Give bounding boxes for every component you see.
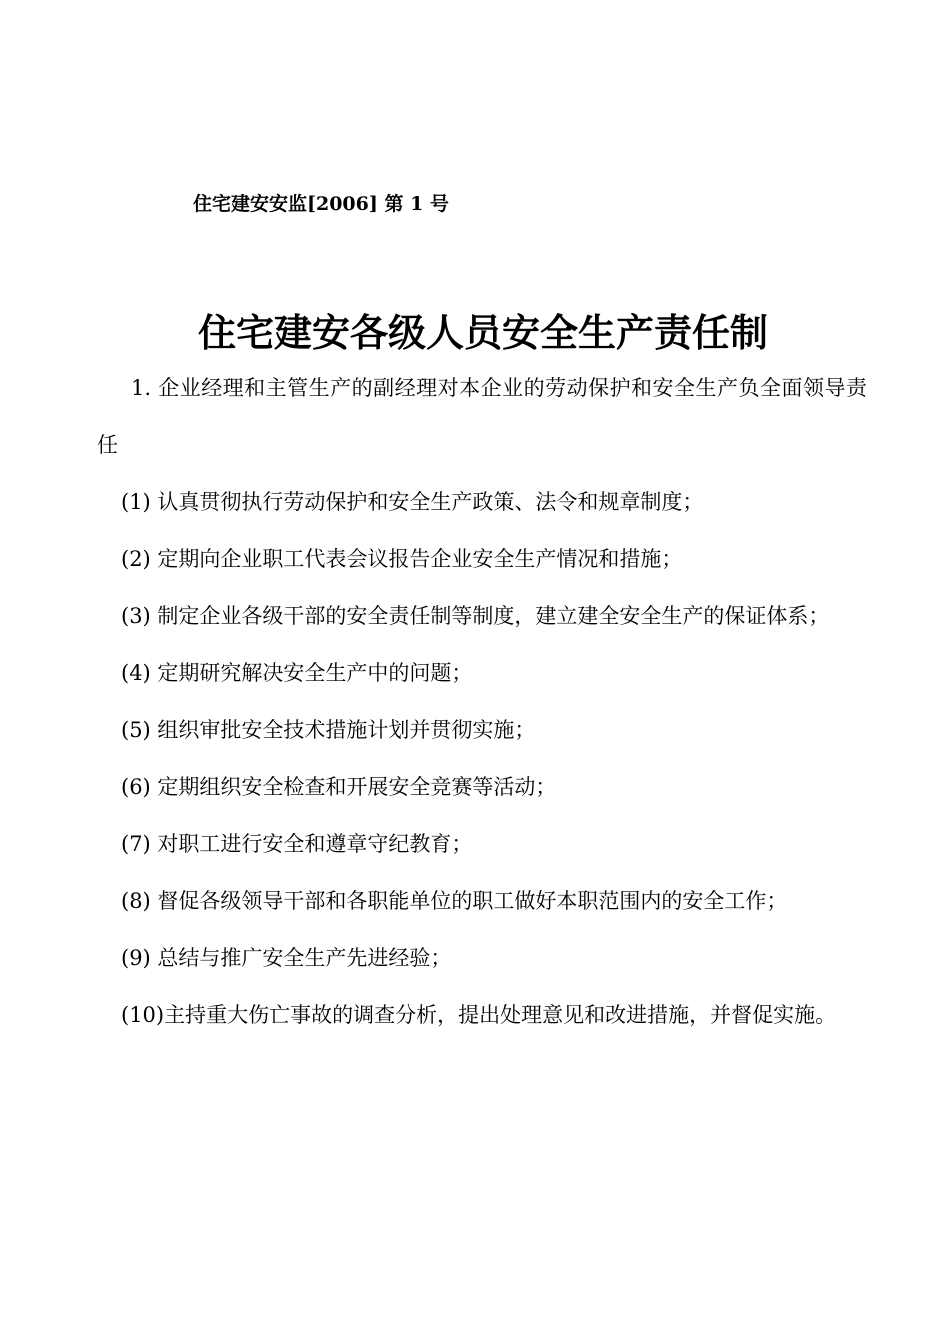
list-item-10: (10)主持重大伤亡事故的调查分析，提出处理意见和改进措施，并督促实施。 <box>121 1003 837 1027</box>
list-item-9: (9) 总结与推广安全生产先进经验； <box>121 946 452 970</box>
list-item-4: (4) 定期研究解决安全生产中的问题； <box>121 661 473 685</box>
list-item-2: (2) 定期向企业职工代表会议报告企业安全生产情况和措施； <box>121 547 683 571</box>
intro-paragraph: 1. 企业经理和主管生产的副经理对本企业的劳动保护和安全生产负全面领导责任 <box>97 376 867 457</box>
document-body <box>97 360 867 1044</box>
list-item-6: (6) 定期组织安全检查和开展安全竞赛等活动； <box>121 775 557 799</box>
list-item-1: (1) 认真贯彻执行劳动保护和安全生产政策、法令和规章制度； <box>121 490 704 514</box>
list-item-7: (7) 对职工进行安全和遵章守纪教育； <box>121 832 473 856</box>
document-number: 住宅建安安监[2006] 第 1 号 <box>193 193 449 215</box>
document-title: 住宅建安各级人员安全生产责任制 <box>197 311 768 355</box>
list-item-3: (3) 制定企业各级干部的安全责任制等制度，建立建全安全生产的保证体系； <box>121 604 830 628</box>
list-item-5: (5) 组织审批安全技术措施计划并贯彻实施； <box>121 718 536 742</box>
list-item-8: (8) 督促各级领导干部和各职能单位的职工做好本职范围内的安全工作； <box>121 889 788 913</box>
